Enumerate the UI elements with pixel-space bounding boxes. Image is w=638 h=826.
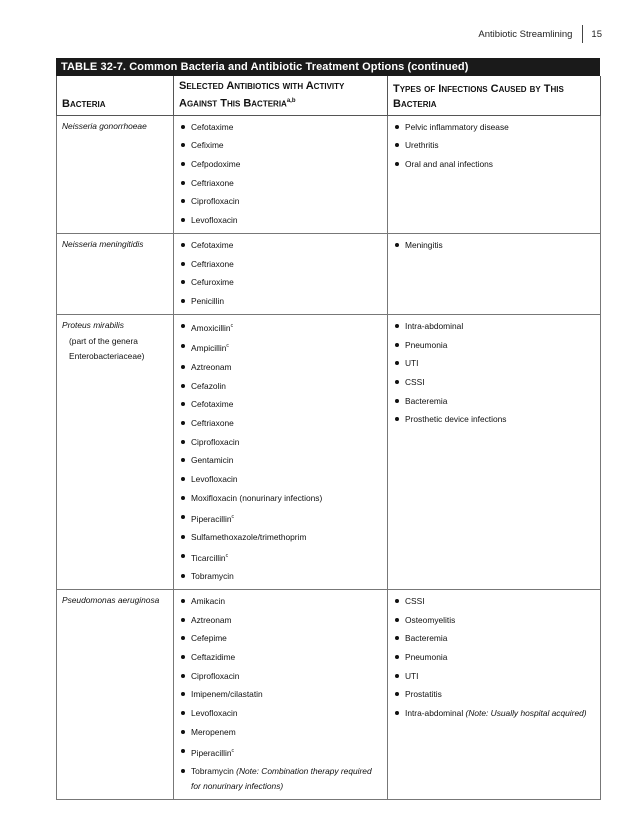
infection-item: [393, 410, 596, 429]
antibiotic-name: Gentamicin: [191, 455, 234, 466]
antibiotics-list: [179, 592, 383, 796]
infection-name: CSSI: [405, 376, 425, 387]
antibiotic-name: Penicillin: [191, 295, 225, 306]
bacteria-note: Enterobacteriaceae): [69, 350, 145, 361]
antibiotic-name: Sulfamethoxazole/trimethoprim: [191, 532, 307, 542]
antibiotic-item: [179, 451, 383, 470]
infection-name: Pelvic inflammatory disease: [405, 121, 509, 132]
antibiotics-cell: [174, 314, 388, 589]
antibiotic-name: Cefpodoxime: [191, 159, 241, 170]
bacteria-cell: [57, 314, 174, 589]
infection-item: [393, 648, 596, 667]
antibiotic-item: [179, 489, 383, 508]
antibiotic-name: Tobramycin: [191, 766, 234, 777]
footnote-marker: c: [230, 322, 234, 329]
infection-item: [393, 317, 596, 336]
infection-item: [393, 667, 596, 686]
running-head: [478, 24, 602, 44]
antibiotic-name: Levofloxacin: [191, 474, 238, 485]
table-header-row: [57, 76, 601, 115]
bacteria-cell: [57, 115, 174, 233]
infections-cell: [388, 314, 601, 589]
footnote-marker: c: [231, 747, 234, 754]
table-row: [57, 589, 601, 799]
antibiotic-name: Amikacin: [191, 595, 225, 606]
infection-name: Pneumonia: [405, 339, 448, 350]
infections-list: [393, 118, 596, 174]
antibiotic-name: Ciprofloxacin: [191, 670, 240, 681]
infection-name: UTI: [405, 670, 419, 681]
antibiotics-list: [179, 236, 383, 311]
antibiotic-item: [179, 317, 383, 338]
antibiotic-name: Imipenem/cilastatin: [191, 689, 263, 700]
antibiotic-name: Amoxicillin: [191, 322, 231, 333]
antibiotic-item: [179, 592, 383, 611]
antibiotic-item: [179, 685, 383, 704]
infection-name: Pneumonia: [405, 652, 448, 663]
infections-list: [393, 236, 596, 255]
antibiotic-name: Cefixime: [191, 140, 224, 151]
infection-name: Bacteremia: [405, 633, 448, 644]
infection-item: [393, 373, 596, 392]
infection-item: [393, 336, 596, 355]
infections-cell: [388, 115, 601, 233]
header-antibiotics-footnote: a,b: [286, 98, 296, 104]
antibiotic-item: [179, 155, 383, 174]
antibiotic-item: [179, 470, 383, 489]
antibiotic-name: Moxifloxacin (nonurinary infections): [191, 492, 323, 503]
antibiotic-item: [179, 273, 383, 292]
bacteria-cell: [57, 233, 174, 314]
antibiotic-name: Tobramycin: [191, 571, 234, 582]
bacteria-note: (part of the genera: [69, 335, 138, 346]
antibiotic-item: [179, 174, 383, 193]
infection-name: Urethritis: [405, 140, 439, 151]
antibiotic-name: Cefotaxime: [191, 121, 234, 132]
antibiotics-cell: [174, 233, 388, 314]
antibiotic-name: Cefotaxime: [191, 399, 234, 410]
infection-note: (Note: Usually hospital acquired): [465, 708, 587, 719]
antibiotic-item: [179, 292, 383, 311]
table-row: [57, 233, 601, 314]
antibiotic-item: [179, 236, 383, 255]
infection-item: [393, 354, 596, 373]
antibiotics-list: [179, 118, 383, 230]
infection-name: UTI: [405, 358, 419, 369]
table-row: [57, 115, 601, 233]
infection-item: [393, 392, 596, 411]
antibiotic-name: Ciprofloxacin: [191, 196, 240, 207]
header-antibiotics-label: Selected Antibiotics with Activity Against This Bacteria: [179, 80, 345, 110]
bacteria-name: Neisseria meningitidis: [62, 238, 144, 249]
bacteria-name: Pseudomonas aeruginosa: [62, 594, 160, 605]
bacteria-name: Proteus mirabilis: [62, 319, 124, 330]
table-caption: TABLE 32-7. Common Bacteria and Antibiotic Treatment Options (continued): [56, 58, 600, 76]
infection-item: [393, 118, 596, 137]
antibiotic-item: [179, 723, 383, 742]
bacteria-table: [56, 76, 601, 800]
antibiotic-item: [179, 704, 383, 723]
antibiotic-item: [179, 377, 383, 396]
antibiotic-item: [179, 762, 383, 796]
infections-cell: [388, 589, 601, 799]
antibiotic-name: Aztreonam: [191, 614, 232, 625]
antibiotic-table: [56, 58, 600, 800]
antibiotic-item: [179, 395, 383, 414]
antibiotic-name: Cefuroxime: [191, 277, 234, 288]
antibiotic-note: (Note: Combination therapy required for nonurinary infections): [191, 766, 372, 792]
infection-name: CSSI: [405, 595, 425, 606]
antibiotic-name: Ampicillin: [191, 343, 227, 354]
antibiotic-item: [179, 611, 383, 630]
infection-item: [393, 236, 596, 255]
antibiotic-item: [179, 629, 383, 648]
infection-item: [393, 629, 596, 648]
infection-name: Intra-abdominal: [405, 708, 464, 719]
antibiotic-name: Ticarcillin: [191, 552, 226, 563]
infection-name: Prosthetic device infections: [405, 414, 507, 425]
antibiotic-item: [179, 508, 383, 529]
antibiotics-cell: [174, 115, 388, 233]
footnote-marker: c: [225, 552, 229, 559]
infection-item: [393, 592, 596, 611]
footnote-marker: c: [226, 343, 229, 350]
antibiotic-item: [179, 528, 383, 547]
antibiotic-name: Ceftriaxone: [191, 417, 234, 428]
antibiotic-name: Levofloxacin: [191, 215, 238, 226]
bacteria-cell: [57, 589, 174, 799]
infection-name: Intra-abdominal: [405, 320, 464, 331]
antibiotic-name: Ceftriaxone: [191, 177, 234, 188]
antibiotic-item: [179, 136, 383, 155]
table-row: [57, 314, 601, 589]
antibiotic-name: Aztreonam: [191, 361, 232, 372]
antibiotics-cell: [174, 589, 388, 799]
header-antibiotics: [174, 76, 388, 115]
infection-item: [393, 136, 596, 155]
header-infections: [388, 76, 601, 115]
infection-name: Meningitis: [405, 239, 443, 250]
bacteria-name: Neisseria gonorrhoeae: [62, 120, 147, 131]
antibiotics-list: [179, 317, 383, 586]
footnote-marker: c: [231, 513, 234, 520]
infection-name: Oral and anal infections: [405, 159, 493, 170]
antibiotic-name: Cefazolin: [191, 380, 226, 391]
infection-name: Bacteremia: [405, 395, 448, 406]
antibiotic-item: [179, 211, 383, 230]
antibiotic-name: Levofloxacin: [191, 708, 238, 719]
antibiotic-name: Ceftriaxone: [191, 258, 234, 269]
header-divider: [582, 25, 583, 43]
antibiotic-item: [179, 547, 383, 568]
header-bacteria: [57, 76, 174, 115]
infections-cell: [388, 233, 601, 314]
antibiotic-name: Ciprofloxacin: [191, 436, 240, 447]
infection-item: [393, 704, 596, 723]
infection-item: [393, 611, 596, 630]
antibiotic-item: [179, 667, 383, 686]
infection-name: Prostatitis: [405, 689, 442, 700]
antibiotic-item: [179, 192, 383, 211]
antibiotic-item: [179, 414, 383, 433]
antibiotic-name: Meropenem: [191, 726, 236, 737]
infection-name: Osteomyelitis: [405, 614, 456, 625]
section-title: Antibiotic Streamlining: [478, 28, 573, 40]
antibiotic-item: [179, 648, 383, 667]
infection-item: [393, 685, 596, 704]
antibiotic-item: [179, 118, 383, 137]
antibiotic-item: [179, 742, 383, 763]
antibiotic-name: Ceftazidime: [191, 652, 236, 663]
antibiotic-item: [179, 337, 383, 358]
header-infections-label: Types of Infections Caused by This Bacteria: [393, 82, 564, 110]
antibiotic-item: [179, 255, 383, 274]
antibiotic-item: [179, 567, 383, 586]
antibiotic-name: Cefotaxime: [191, 239, 234, 250]
infection-item: [393, 155, 596, 174]
header-bacteria-label: Bacteria: [62, 97, 106, 110]
page-number: 15: [591, 28, 602, 40]
antibiotic-item: [179, 433, 383, 452]
infections-list: [393, 317, 596, 429]
antibiotic-name: Piperacillin: [191, 513, 232, 524]
antibiotic-name: Piperacillin: [191, 747, 232, 758]
antibiotic-name: Cefepime: [191, 633, 227, 644]
antibiotic-item: [179, 358, 383, 377]
infections-list: [393, 592, 596, 723]
